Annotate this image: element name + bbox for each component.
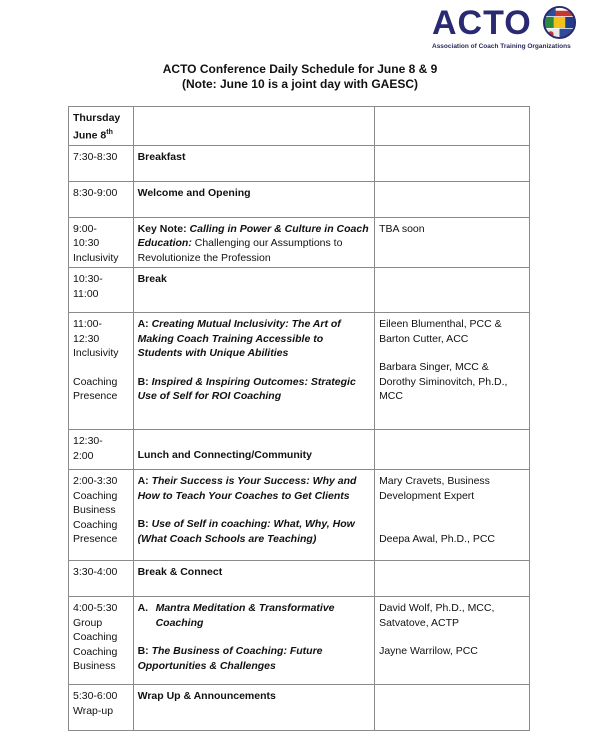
table-row-400	[69, 597, 530, 685]
track-label: Coaching	[73, 645, 118, 658]
session-option-b	[138, 375, 370, 404]
time-cell: 7:30-8:30	[69, 145, 134, 181]
day-cell	[69, 107, 134, 146]
track-label: Coaching	[73, 489, 118, 502]
session-cell	[133, 470, 374, 561]
session-cell	[133, 430, 374, 470]
time-end: 11:00	[73, 287, 99, 300]
session-title: Lunch and Connecting/Community	[137, 449, 313, 461]
session-option-b	[138, 517, 370, 546]
track-label: Coaching	[73, 375, 118, 388]
session-option-a	[138, 601, 370, 630]
keynote-prefix: Key Note:	[137, 222, 190, 235]
session-option-a	[138, 474, 370, 503]
schedule-table	[68, 106, 530, 731]
time-cell: 8:30-9:00	[69, 181, 134, 217]
option-prefix: A.	[137, 602, 149, 614]
speaker-b: Jayne Warrilow, PCC	[379, 645, 478, 657]
session-option-b	[138, 644, 370, 673]
session-title: Mantra Meditation & Transformative Coaching	[155, 602, 335, 629]
time-range: 5:30-6:00	[73, 690, 118, 702]
track-label: Group	[73, 616, 103, 629]
track-label: Presence	[73, 390, 118, 402]
speaker-a: David Wolf, Ph.D., MCC, Satvatove, ACTP	[379, 602, 495, 629]
table-row-keynote	[69, 217, 530, 268]
time-start: 12:30-	[73, 435, 103, 447]
speaker-cell	[375, 181, 530, 217]
logo-tagline: Association of Coach Training Organizations	[432, 43, 571, 50]
time-end: 10:30	[73, 237, 100, 249]
speaker-cell	[375, 145, 530, 181]
table-row-1100	[69, 313, 530, 430]
time-start: 9:00-	[73, 222, 97, 235]
time-start: 10:30-	[73, 273, 103, 285]
track-label: Business	[73, 660, 116, 672]
speaker-cell	[375, 268, 530, 313]
time-end: 12:30	[73, 332, 100, 345]
session-title: Use of Self in coaching: What, Why, How (What Coach Schools are Teaching)	[137, 518, 355, 545]
table-row-lunch	[69, 430, 530, 470]
table-row-break1	[69, 268, 530, 313]
speaker-cell	[375, 430, 530, 470]
page-subtitle: (Note: June 10 is a joint day with GAESC)	[181, 77, 419, 91]
time-range: 2:00-3:30	[73, 475, 118, 487]
session-cell	[133, 107, 374, 146]
time-cell	[69, 217, 134, 268]
track-label: Wrap-up	[73, 704, 114, 717]
session-cell	[133, 217, 374, 268]
speaker-cell	[375, 107, 530, 146]
speaker-cell	[375, 561, 530, 597]
option-prefix: B:	[137, 645, 152, 657]
time-cell	[69, 268, 134, 313]
track-label: Presence	[73, 533, 118, 545]
time-start: 11:00-	[73, 318, 102, 330]
logo-wordmark: ACTO	[432, 4, 532, 42]
speaker-cell: TBA soon	[375, 217, 530, 268]
globe-flags-icon	[542, 5, 577, 40]
speaker-cell	[375, 313, 530, 430]
session-title: Their Success is Your Success: Why and How to Teach Your Coaches to Get Clients	[137, 475, 357, 502]
track-label: Business	[73, 504, 116, 516]
table-row-day	[69, 107, 530, 146]
day-date: June 8	[73, 129, 107, 141]
speaker-cell	[375, 685, 530, 731]
speaker-a: Eileen Blumenthal, PCC & Barton Cutter, ACC	[379, 318, 502, 345]
time-cell	[69, 685, 134, 731]
table-row-200	[69, 470, 530, 561]
table-row-welcome	[69, 181, 530, 217]
session-cell	[133, 313, 374, 430]
speaker-cell	[375, 470, 530, 561]
session-option-a	[138, 317, 370, 361]
track-label: Inclusivity	[73, 347, 119, 359]
time-cell: 3:30-4:00	[69, 561, 134, 597]
time-range: 4:00-5:30	[73, 602, 118, 614]
track-label: Inclusivity	[73, 251, 119, 264]
acto-logo	[432, 4, 582, 54]
session-cell	[133, 597, 374, 685]
table-row-break2	[69, 561, 530, 597]
page-title: ACTO Conference Daily Schedule for June 8 & 9	[162, 62, 438, 76]
session-cell: Welcome and Opening	[133, 181, 374, 217]
track-label: Coaching	[73, 631, 118, 643]
session-title: Calling in Power & Culture in Coach Education:	[137, 222, 369, 249]
session-cell: Break & Connect	[133, 561, 374, 597]
table-row-wrap	[69, 685, 530, 731]
time-cell	[69, 313, 134, 430]
session-cell: Breakfast	[133, 145, 374, 181]
option-prefix: A:	[137, 475, 152, 487]
speaker-b: Deepa Awal, Ph.D., PCC	[379, 533, 496, 545]
session-cell: Break	[133, 268, 374, 313]
session-title: Inspired & Inspiring Outcomes: Strategic Use of Self for ROI Coaching	[137, 375, 356, 402]
session-title: Creating Mutual Inclusivity: The Art of Making Coach Training Accessible to Students with Unique Abilities	[137, 318, 341, 359]
time-end: 2:00	[73, 449, 94, 462]
speaker-a: Mary Cravets, Business Development Expert	[379, 475, 490, 502]
table-row-breakfast	[69, 145, 530, 181]
session-cell: Wrap Up & Announcements	[133, 685, 374, 731]
session-description: Challenging our Assumptions to Revolutionize the Profession	[137, 237, 343, 264]
time-cell	[69, 430, 134, 470]
option-prefix: B:	[137, 375, 152, 388]
track-label: Coaching	[73, 518, 118, 531]
time-cell	[69, 470, 134, 561]
option-prefix: B:	[137, 518, 152, 530]
session-title: The Business of Coaching: Future Opportunities & Challenges	[137, 645, 323, 672]
option-prefix: A:	[137, 318, 152, 330]
day-date-suffix: th	[106, 128, 113, 136]
day-name: Thursday	[73, 112, 121, 124]
time-cell	[69, 597, 134, 685]
speaker-cell	[375, 597, 530, 685]
speaker-b: Barbara Singer, MCC & Dorothy Siminovitch, Ph.D., MCC	[379, 361, 508, 402]
